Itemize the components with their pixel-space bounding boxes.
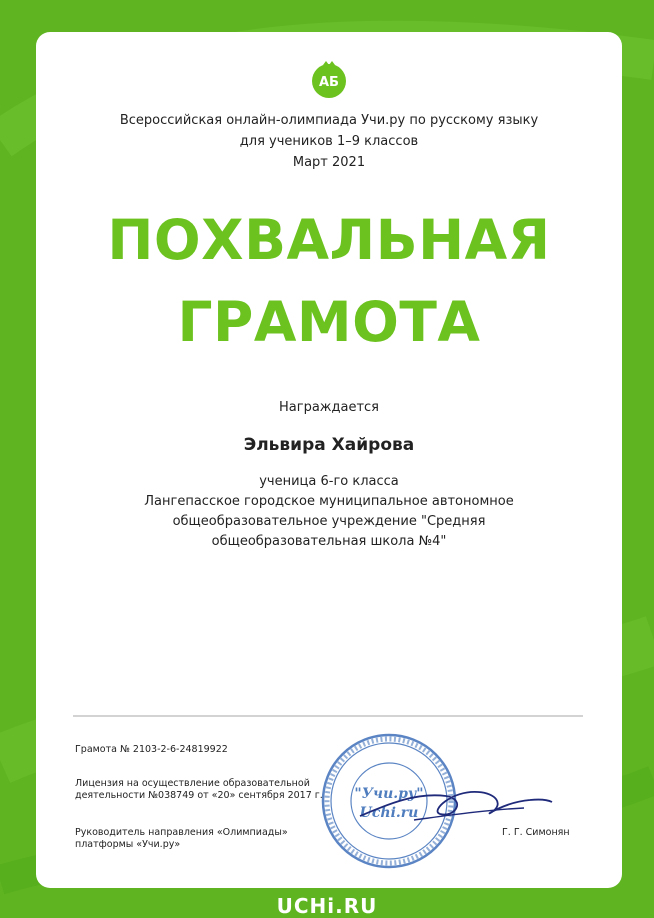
stamp-text-line2: Uchi.ru (359, 805, 419, 821)
signature (354, 772, 554, 832)
recipient-name: Эльвира Хайрова (243, 435, 415, 455)
recipient-grade: ученица 6-го класса (259, 474, 399, 489)
logo-text: АБ (319, 75, 339, 90)
license-line2: деятельности №038749 от «20» сентября 2017 г. (75, 790, 323, 801)
uchi-ru-logo (309, 60, 349, 100)
certificate-title-line1: ПОХВАЛЬНАЯ (107, 208, 551, 272)
stamp-text-line1: "Учи.ру" (354, 786, 424, 802)
head-title-line1: Руководитель направления «Олимпиады» (75, 827, 288, 838)
certificate-title-line2: ГРАМОТА (177, 290, 481, 354)
certificate-number: Грамота № 2103-2-6-24819922 (75, 744, 228, 755)
school-line1: Лангепасское городское муниципальное автономное (144, 494, 514, 509)
head-title-line2: платформы «Учи.ру» (75, 839, 181, 850)
license-line1: Лицензия на осуществление образовательной (75, 778, 310, 789)
awarded-label: Награждается (279, 400, 379, 415)
brand-footer-logo: UCHi.RU (276, 894, 378, 918)
event-date: Март 2021 (292, 155, 366, 170)
grades-range: для учеников 1–9 классов (239, 134, 419, 149)
school-line2: общеобразовательное учреждение "Средняя (172, 514, 486, 529)
certificate-card (36, 32, 622, 888)
olympiad-name: Всероссийская онлайн-олимпиада Учи.ру по русскому языку (119, 113, 539, 128)
school-line3: общеобразовательная школа №4" (211, 534, 447, 549)
signer-name: Г. Г. Симонян (502, 827, 570, 838)
divider (73, 715, 583, 717)
